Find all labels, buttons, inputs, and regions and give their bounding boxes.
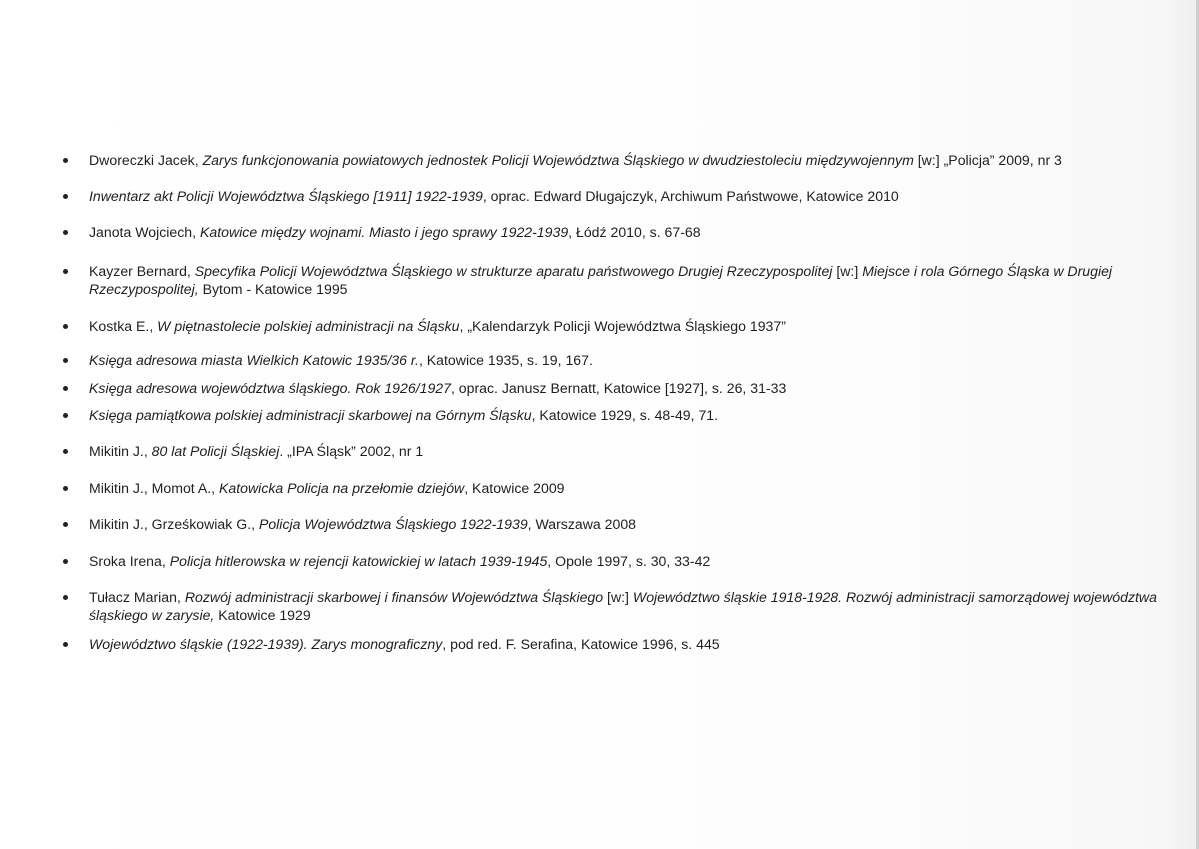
entry-text-normal: Mikitin J., Momot A., xyxy=(89,480,220,496)
bullet-icon xyxy=(63,358,68,363)
entry-text-normal: [w:] xyxy=(832,263,863,279)
bibliography-entry xyxy=(89,406,1184,424)
entry-text-normal: , „Kalendarzyk Policji Województwa Śląskiego 1937” xyxy=(459,318,786,334)
entry-title: W piętnastolecie polskiej administracji na Śląsku xyxy=(157,318,460,334)
bullet-icon xyxy=(63,449,68,454)
bibliography-entry xyxy=(89,351,1184,369)
entry-text-normal: Mikitin J., Grześkowiak G., xyxy=(89,516,259,532)
bullet-icon xyxy=(63,595,68,600)
entry-text-normal: Kostka E., xyxy=(89,318,158,334)
entry-source-title: Województwo śląskie 1918-1928. Rozwój administracji samorządowej województwa śląskiego w zarysie, xyxy=(89,589,1157,623)
bullet-icon xyxy=(63,324,68,329)
entry-text-normal: , oprac. Edward Długajczyk, Archiwum Państwowe, Katowice 2010 xyxy=(482,188,899,204)
entry-text-normal: , oprac. Janusz Bernatt, Katowice [1927], s. 26, 31-33 xyxy=(450,380,787,396)
entry-text-normal: Tułacz Marian, xyxy=(89,589,185,605)
bibliography-entry xyxy=(89,588,1184,624)
bullet-icon xyxy=(63,522,68,527)
entry-text-normal: Bytom - Katowice 1995 xyxy=(198,281,348,297)
entry-title: Księga pamiątkowa polskiej administracji skarbowej na Górnym Śląsku xyxy=(89,407,532,423)
entry-text-normal: , Katowice 2009 xyxy=(464,480,565,496)
entry-title: Katowice między wojnami. Miasto i jego sprawy 1922-1939 xyxy=(199,224,569,240)
bibliography-entry xyxy=(89,635,1184,653)
entry-text-normal: [w:] „Policja” 2009, nr 3 xyxy=(913,152,1062,168)
entry-text-normal: Sroka Irena, xyxy=(89,553,170,569)
bullet-icon xyxy=(63,559,68,564)
entry-title: Policja Województwa Śląskiego 1922-1939 xyxy=(258,516,528,532)
entry-title: Inwentarz akt Policji Województwa Śląskiego [1911] 1922-1939 xyxy=(89,188,483,204)
entry-text-normal: , Katowice 1929, s. 48-49, 71. xyxy=(531,407,719,423)
bibliography-entry xyxy=(89,151,1184,169)
entry-title: Policja hitlerowska w rejencji katowickiej w latach 1939-1945 xyxy=(169,553,548,569)
bullet-icon xyxy=(63,486,68,491)
bibliography-entry xyxy=(89,379,1184,397)
entry-title: Katowicka Policja na przełomie dziejów xyxy=(219,480,465,496)
bibliography-entry xyxy=(89,317,1184,335)
entry-text-normal: , Łódź 2010, s. 67-68 xyxy=(568,224,701,240)
bibliography-entry xyxy=(89,479,1184,497)
entry-title: Księga adresowa miasta Wielkich Katowic 1935/36 r. xyxy=(89,352,419,368)
entry-source-title: Miejsce i rola Górnego Śląska w Drugiej Rzeczypospolitej, xyxy=(89,263,1113,297)
entry-text-normal: Katowice 1929 xyxy=(214,607,311,623)
entry-text-normal: Dworeczki Jacek, xyxy=(89,152,203,168)
entry-text-normal: [w:] xyxy=(603,589,633,605)
entry-text-normal: , Opole 1997, s. 30, 33-42 xyxy=(547,553,711,569)
bullet-icon xyxy=(63,413,68,418)
entry-title: Województwo śląskie (1922-1939). Zarys monograficzny xyxy=(89,636,443,652)
entry-title: 80 lat Policji Śląskiej xyxy=(151,443,280,459)
bullet-icon xyxy=(63,194,68,199)
entry-title: Księga adresowa województwa śląskiego. Rok 1926/1927 xyxy=(89,380,451,396)
bullet-icon xyxy=(63,269,68,274)
bullet-icon xyxy=(63,386,68,391)
entry-title: Specyfika Policji Województwa Śląskiego w strukturze aparatu państwowego Drugiej Rzeczypospolitej xyxy=(194,263,833,279)
entry-text-normal: Janota Wojciech, xyxy=(89,224,200,240)
entry-text-normal: , Warszawa 2008 xyxy=(527,516,637,532)
bullet-icon xyxy=(63,158,68,163)
bibliography-entry xyxy=(89,262,1184,298)
entry-text-normal: Kayzer Bernard, xyxy=(89,263,195,279)
bibliography-entry xyxy=(89,515,1184,533)
bibliography-entry xyxy=(89,187,1184,205)
bullet-icon xyxy=(63,230,68,235)
entry-text-normal: Mikitin J., xyxy=(89,443,152,459)
bibliography-entry xyxy=(89,552,1184,570)
bullet-icon xyxy=(63,642,68,647)
bibliography-entry xyxy=(89,223,1184,241)
bibliography-entry xyxy=(89,442,1184,460)
entry-text-normal: . „IPA Śląsk” 2002, nr 1 xyxy=(279,443,424,459)
entry-text-normal: , Katowice 1935, s. 19, 167. xyxy=(418,352,593,368)
entry-text-normal: , pod red. F. Serafina, Katowice 1996, s. 445 xyxy=(442,636,720,652)
entry-title: Zarys funkcjonowania powiatowych jednostek Policji Województwa Śląskiego w dwudziestoleciu międzywojennym xyxy=(202,152,914,168)
entry-title: Rozwój administracji skarbowej i finansów Województwa Śląskiego xyxy=(184,589,604,605)
